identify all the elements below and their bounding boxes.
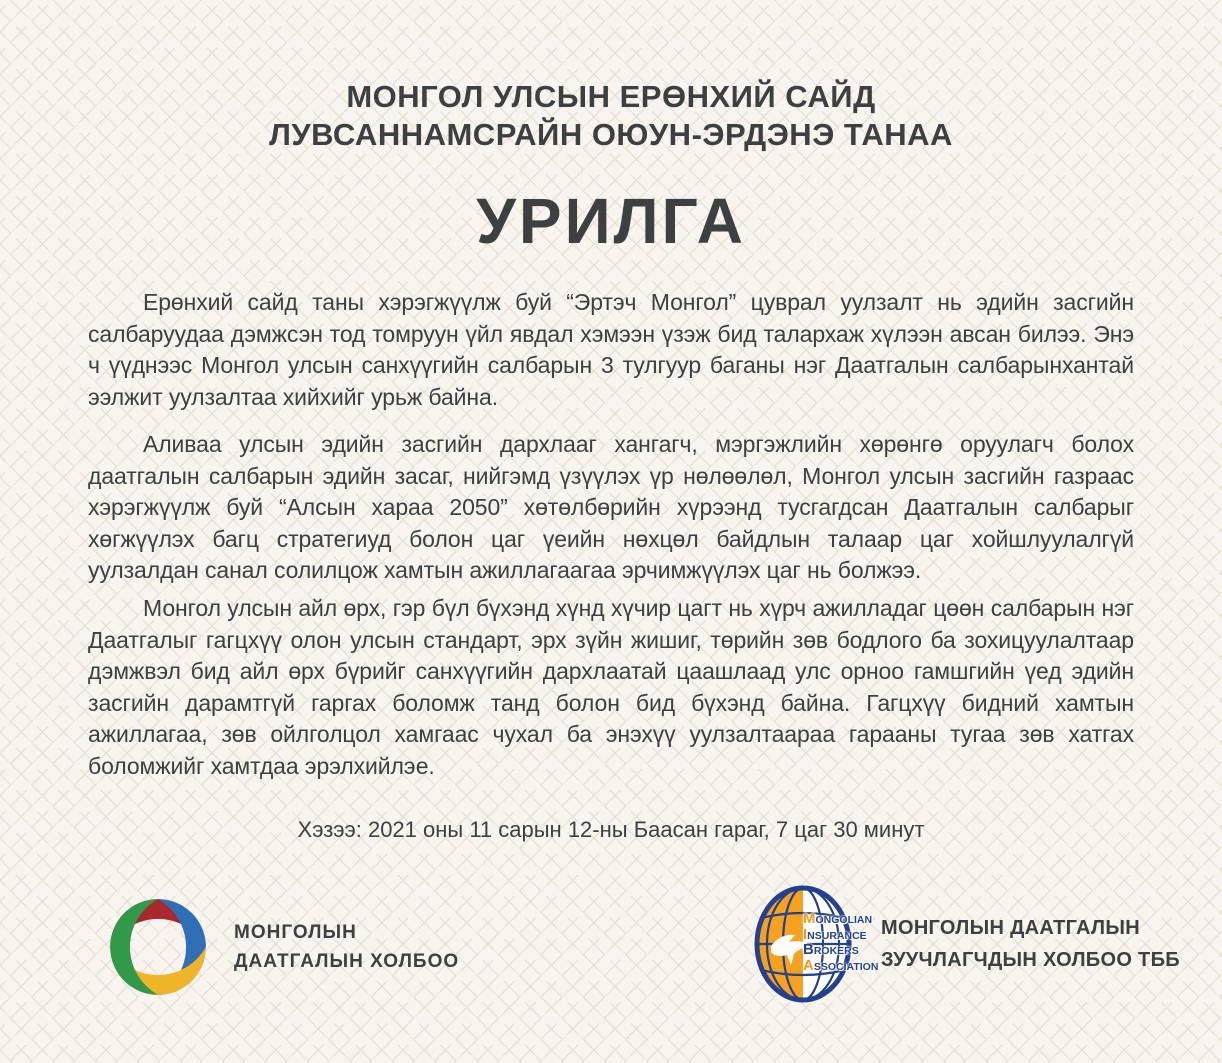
body-paragraph-3: Монгол улсын айл өрх, гэр бүл бүхэнд хүнд хүчир цагт нь хүрч ажилладаг цөөн салбарын нэг Даатгалыг гагцхүү олон улсын стандарт, эрх зүйн жишиг, төрийн зөв бодлого ба зохицуулалтаар дэмжвэл бид айл өрх бүрийг санхүүгийн дархлаатай цаашлаад улс орноо гамшгийн үед эдийн засгийн дарамтгүй гаргах боломж танд болон бид бүхэнд байна. Гагцхүү бидний хамтын ажиллагаа, зөв ойлголцол хамгаас чухал ба энэхүү уулзалтаараа гарааны тугаа зөв хатгах боломжийг хамтдаа эрэлхийлэе.: [88, 595, 1134, 779]
miba-logo-text: [803, 912, 878, 974]
body-paragraph-2: Аливаа улсын эдийн засгийн дархлааг хангагч, мэргэжлийн хөрөнгө оруулагч болох даатгалын салбарын эдийн засаг, нийгэмд үзүүлэх үр нөлөөлөл, Монгол улсын засгийн газраас хэрэгжүүлж буй “Алсын хараа 2050” хөтөлбөрийн хүрээнд тусгагдсан Даатгалын салбарыг хөгжүүлэх багц стратегиуд болон цаг үеийн нөхцөл байдлын талаар цаг хойшлуулалгүй уулзалдан санал солилцож хамтын ажиллагаагаа эрчимжүүлэх цаг нь болжээ.: [88, 431, 1134, 583]
brokers-association-logo: [753, 884, 879, 1004]
miba-rest-association: SSOCIATION: [813, 960, 879, 973]
insurers-association-name-line-1: МОНГОЛЫН: [234, 922, 357, 943]
invitation-header: [0, 78, 1222, 154]
miba-initial-b: B: [803, 941, 814, 958]
insurers-association-name: [234, 918, 459, 976]
invitation-title: УРИЛГА: [476, 185, 746, 257]
brokers-association-name: [881, 912, 1180, 976]
brokers-association-block: [753, 884, 1180, 1004]
brokers-association-name-line-2: ЗУУЧЛАГЧДЫН ХОЛБОО ТББ: [881, 949, 1180, 971]
miba-line-mongolian: [803, 912, 878, 928]
header-line-1: МОНГОЛ УЛСЫН ЕРӨНХИЙ САЙД: [346, 79, 876, 114]
header-line-2: ЛУВСАННАМСРАЙН ОЮУН-ЭРДЭНЭ ТАНАА: [269, 117, 953, 152]
body-paragraph-1: Ерөнхий сайд таны хэрэгжүүлж буй “Эртэч Монгол” цуврал уулзалт нь эдийн засгийн салбаруудаа дэмжсэн тод томруун үйл явдал хэмээн үзэж бид талархаж хүлээн авсан билээ. Энэ ч үүднээс Монгол улсын санхүүгийн салбарын 3 тулгуур баганы нэг Даатгалын салбарынхантай ээлжит уулзалтаа хийхийг урьж байна.: [88, 289, 1134, 410]
miba-line-insurance: [803, 925, 878, 944]
miba-line-brokers: [803, 943, 878, 959]
brokers-association-name-line-1: МОНГОЛЫН ДААТГАЛЫН: [881, 917, 1140, 939]
miba-initial-i: I: [803, 925, 808, 943]
miba-initial-m: M: [803, 910, 816, 927]
insurers-association-name-line-2: ДААТГАЛЫН ХОЛБОО: [234, 951, 460, 972]
swirl-logo-icon: [106, 895, 210, 999]
miba-line-association: [803, 956, 879, 975]
event-datetime: Хэзээ: 2021 оны 11 сарын 12-ны Баасан гараг, 7 цаг 30 минут: [297, 817, 925, 842]
miba-rest-insurance: NSURANCE: [807, 929, 867, 942]
miba-initial-a: A: [803, 956, 814, 974]
miba-rest-brokers: ROKERS: [813, 945, 859, 957]
insurers-association-block: [106, 895, 459, 999]
miba-rest-mongolian: ONGOLIAN: [815, 914, 873, 926]
